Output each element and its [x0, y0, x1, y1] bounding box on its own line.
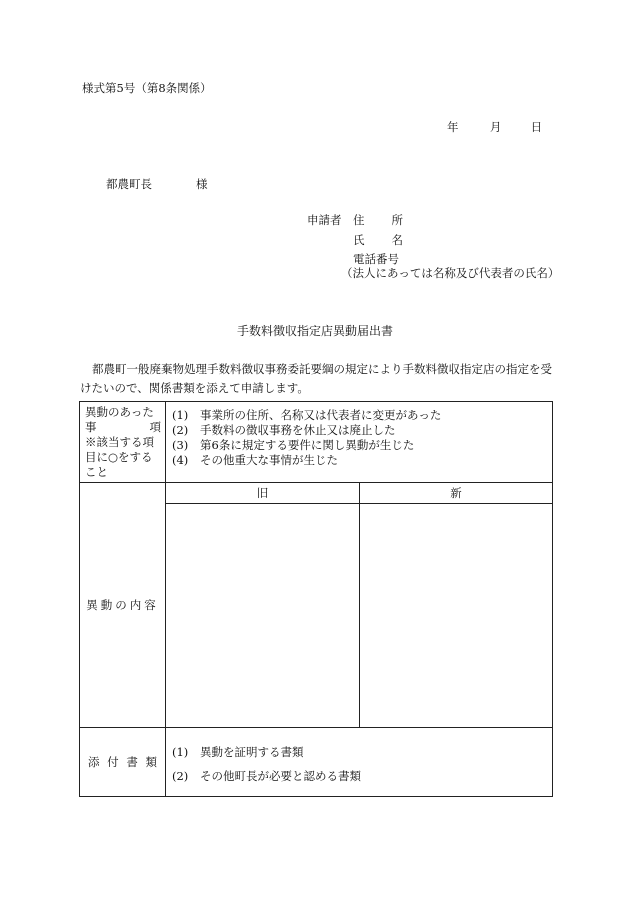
attachment-item: (1) 異動を証明する書類 [172, 745, 304, 759]
name-label: 氏 名 [353, 232, 403, 247]
matter-item[interactable]: (1) 事業所の住所、名称又は代表者に変更があった [172, 408, 442, 422]
attachments-label: 添 付 書 類 [80, 728, 166, 797]
matters-list [166, 402, 553, 483]
applicant-label: 申請者 [307, 213, 342, 227]
matters-label: 異動のあった 事 項 ※該当する項 目に○をする こと [80, 402, 166, 483]
old-header: 旧 [166, 483, 360, 504]
notification-table [79, 401, 553, 797]
date-line [447, 119, 542, 135]
addressee [106, 176, 208, 192]
corporation-note: （法人にあっては名称及び代表者の氏名） [341, 266, 560, 280]
year-label: 年 [447, 120, 459, 134]
body-text: 都農町一般廃棄物処理手数料徴収事務委託要綱の規定により手数料徴収指定店の指定を受けたいので、関係書類を添えて申請します。 [80, 362, 552, 395]
addressee-suffix: 様 [196, 177, 208, 191]
new-content-field[interactable] [360, 504, 553, 728]
document-title: 手数料徴収指定店異動届出書 [236, 324, 393, 338]
matter-item[interactable]: (4) その他重大な事情が生じた [172, 453, 338, 467]
phone-label: 電話番号 [353, 252, 399, 266]
addressee-name: 都農町長 [106, 177, 152, 191]
change-content-label: 異動の内容 [80, 483, 166, 728]
attachment-item: (2) その他町長が必要と認める書類 [172, 769, 361, 783]
day-label: 日 [530, 120, 543, 134]
form-number: 様式第5号（第8条関係） [82, 81, 212, 95]
applicant-block [307, 211, 403, 270]
matter-item[interactable]: (3) 第6条に規定する要件に関し異動が生じた [172, 438, 415, 452]
address-label: 住 所 [353, 213, 403, 227]
new-header: 新 [360, 483, 553, 504]
old-content-field[interactable] [166, 504, 360, 728]
attachments-list [166, 728, 553, 797]
month-label: 月 [489, 120, 502, 134]
matter-item[interactable]: (2) 手数料の徴収事務を休止又は廃止した [172, 423, 396, 437]
